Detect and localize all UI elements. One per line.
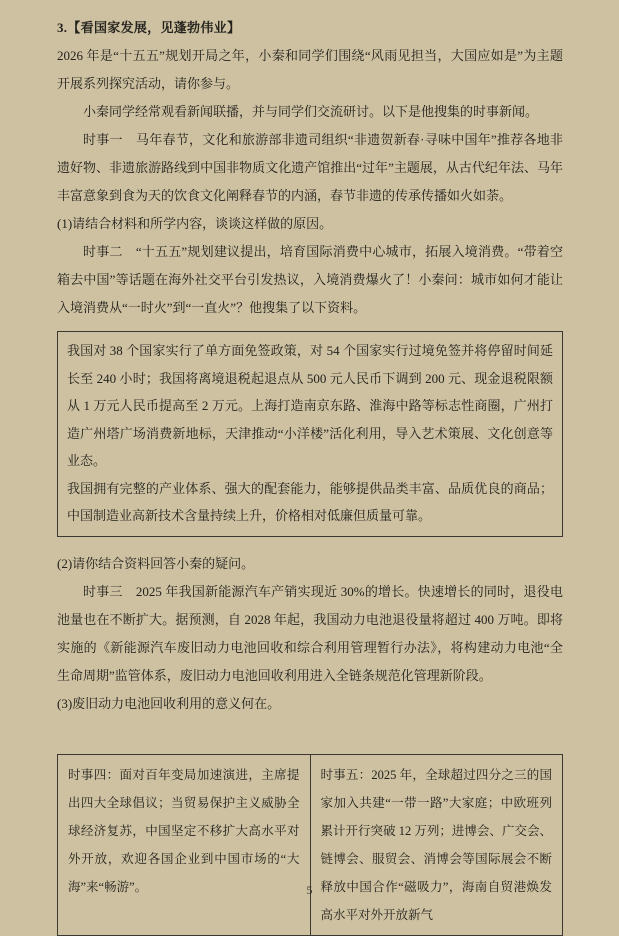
info-box: [57, 331, 563, 537]
page-number: 5: [306, 883, 313, 897]
question-1: (1)请结合材料和所学内容，谈谈这样做的原因。: [57, 216, 333, 231]
paragraph-intro-2: 小秦同学经常观看新闻联播，并与同学们交流研讨。以下是他搜集的时事新闻。: [83, 104, 539, 119]
table-cell-event-5: 时事五：2025 年，全球超过四分之三的国家加入共建“一带一路”大家庭；中欧班列累计开行突破 12 万列；进博会、广交会、链博会、服贸会、消博会等国际展会不断释放中国合作“磁吸力”，海南自贸港焕发高水平对外开放新气: [310, 754, 563, 935]
page-content: [57, 14, 563, 936]
table-row: [58, 754, 563, 935]
paragraph-event-3: 时事三 2025 年我国新能源汽车产销实现近 30%的增长。快速增长的同时，退役电池量也在不断扩大。据预测，自 2028 年起，我国动力电池退役量将超过 400 万吨。即将实施的《新能源汽车废旧动力电池回收和综合利用管理暂行办法》，将构建动力电池“全生命周期”监管体系，废旧动力电池回收利用进入全链条规范化管理新阶段。: [57, 583, 563, 683]
question-3: (3)废旧动力电池回收利用的意义何在。: [57, 695, 281, 711]
table-cell-event-4: 时事四：面对百年变局加速演进，主席提出四大全球倡议；当贸易保护主义威胁全球经济复苏，中国坚定不移扩大高水平对外开放，欢迎各国企业到中国市场的“大海”来“畅游”。: [58, 754, 311, 935]
events-table: [57, 754, 563, 936]
section-title: 3.【看国家发展，见蓬勃伟业】: [57, 20, 241, 35]
paragraph-intro: 2026 年是“十五五”规划开局之年，小秦和同学们围绕“风雨见担当，大国应如是”为主题开展系列探究活动，请你参与。: [57, 48, 563, 91]
box-paragraph-1: 我国对 38 个国家实行了单方面免签政策，对 54 个国家实行过境免签并将停留时间延长至 240 小时；我国将离境退税起退点从 500 元人民币下调到 200 元、现金退税限额从 1 万元人民币提高至 2 万元。上海打造南京东路、淮海中路等标志性商圈，广州打造广州塔广场消费新地标，天津推动“小洋楼”活化利用，导入艺术策展、文化创意等业态。: [67, 343, 553, 468]
paragraph-event-1: 时事一 马年春节，文化和旅游部非遗司组织“非遗贺新春·寻味中国年”推荐各地非遗好物、非遗旅游路线到中国非物质文化遗产馆推出“过年”主题展，从古代纪年法、马年丰富意象到食为天的饮食文化阐释春节的内涵，春节非遗的传承传播如火如荼。: [57, 132, 563, 203]
paragraph-event-2: 时事二 “十五五”规划建议提出，培育国际消费中心城市，拓展入境消费。“带着空箱去中国”等话题在海外社交平台引发热议，入境消费爆火了！小秦问：城市如何才能让入境消费从“一时火”到“一直火”？他搜集了以下资料。: [57, 244, 563, 315]
box-paragraph-2: 我国拥有完整的产业体系、强大的配套能力，能够提供品类丰富、品质优良的商品；中国制造业高新技术含量持续上升，价格相对低廉但质量可靠。: [67, 480, 553, 523]
question-2: (2)请你结合资料回答小秦的疑问。: [57, 555, 255, 571]
